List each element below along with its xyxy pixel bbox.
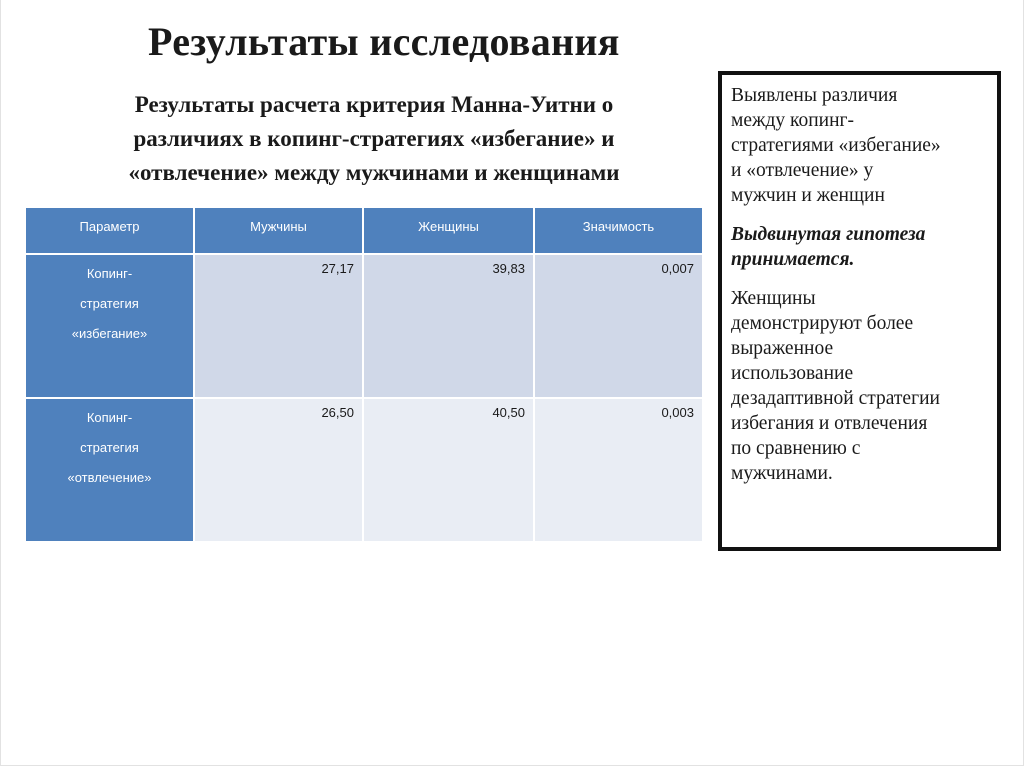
men-value-cell: 26,50 [195,399,362,541]
finding-line: между копинг- [731,110,855,131]
results-table [24,206,704,543]
observation-line: выраженное [731,338,834,359]
finding-line: стратегиями «избегание» [731,135,941,156]
param-line: стратегия [80,440,139,455]
significance-value-cell: 0,003 [535,399,702,541]
header-men: Мужчины [195,208,362,253]
hypothesis-text [731,222,988,272]
header-significance: Значимость [535,208,702,253]
observation-line: по сравнению с [731,438,861,459]
subtitle-line: различиях в копинг-стратегиях «избегание» и [133,126,615,151]
table-row [26,399,702,541]
param-line: «избегание» [71,326,148,341]
observation-text [731,286,988,486]
param-line: «отвлечение» [67,470,152,485]
finding-line: мужчин и женщин [731,185,885,206]
observation-line: мужчинами. [731,463,833,484]
observation-line: дезадаптивной стратегии [731,388,940,409]
finding-text [731,83,988,208]
observation-line: Женщины [731,288,816,309]
observation-line: использование [731,363,854,384]
subtitle-line: «отвлечение» между мужчинами и женщинами [128,160,620,185]
observation-line: избегания и отвлечения [731,413,928,434]
param-line: стратегия [80,296,139,311]
table-header-row [26,208,702,253]
page-title: Результаты исследования [148,19,620,64]
header-women: Женщины [364,208,533,253]
women-value-cell: 40,50 [364,399,533,541]
row-parameter-cell [26,255,193,397]
subtitle-line: Результаты расчета критерия Манна-Уитни о [134,92,614,117]
param-line: Копинг- [86,266,133,281]
hypothesis-line: Выдвинутая гипотеза [731,224,926,245]
conclusion-box [718,71,1001,551]
table-subtitle [88,88,660,190]
table-row [26,255,702,397]
significance-value-cell: 0,007 [535,255,702,397]
finding-line: Выявлены различия [731,85,898,106]
women-value-cell: 39,83 [364,255,533,397]
observation-line: демонстрируют более [731,313,914,334]
header-parameter: Параметр [26,208,193,253]
finding-line: и «отвлечение» у [731,160,874,181]
hypothesis-line: принимается. [731,249,855,270]
row-parameter-cell [26,399,193,541]
param-line: Копинг- [86,410,133,425]
men-value-cell: 27,17 [195,255,362,397]
